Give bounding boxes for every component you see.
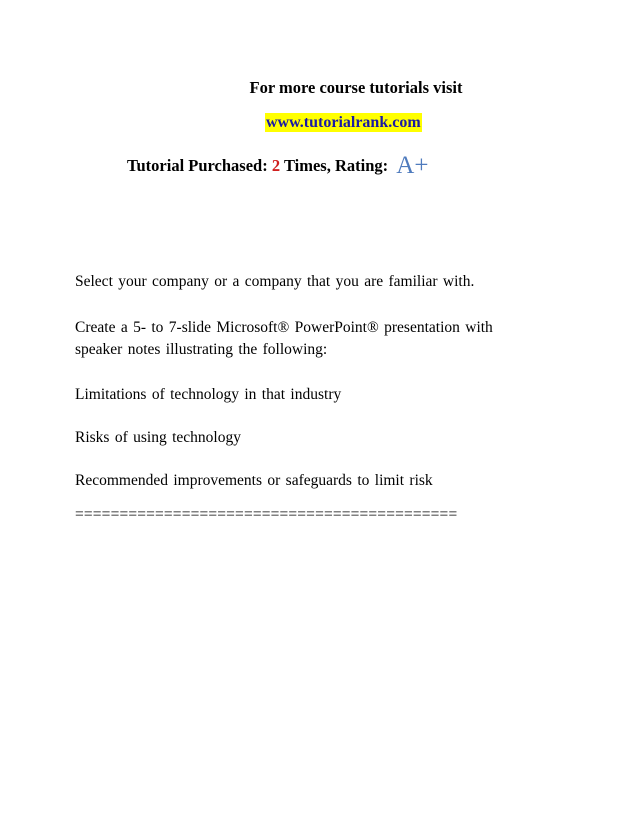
times-rating-label: Times, Rating: <box>283 156 389 175</box>
tutorialrank-link[interactable]: www.tutorialrank.com <box>266 114 421 131</box>
paragraph-select-company: Select your company or a company that you are familiar with. <box>75 273 475 290</box>
course-tutorials-heading <box>0 78 638 98</box>
item-limitations: Limitations of technology in that industry <box>75 386 342 403</box>
paragraph-create-slides-line-2: speaker notes illustrating the following: <box>75 341 328 358</box>
item-improvements: Recommended improvements or safeguards to limit risk <box>75 472 433 489</box>
paragraph-create-slides-line-1: Create a 5- to 7-slide Microsoft® PowerPoint® presentation with <box>75 319 493 336</box>
item-risks: Risks of using technology <box>75 429 241 446</box>
divider-line: =========================================== <box>75 506 458 523</box>
tutorial-stats <box>127 153 428 179</box>
purchased-label: Tutorial Purchased: <box>127 156 268 175</box>
link-container <box>265 113 422 132</box>
rating-value: A+ <box>396 152 429 179</box>
purchased-count: 2 <box>271 156 281 175</box>
heading-text: For more course tutorials visit <box>249 78 463 97</box>
